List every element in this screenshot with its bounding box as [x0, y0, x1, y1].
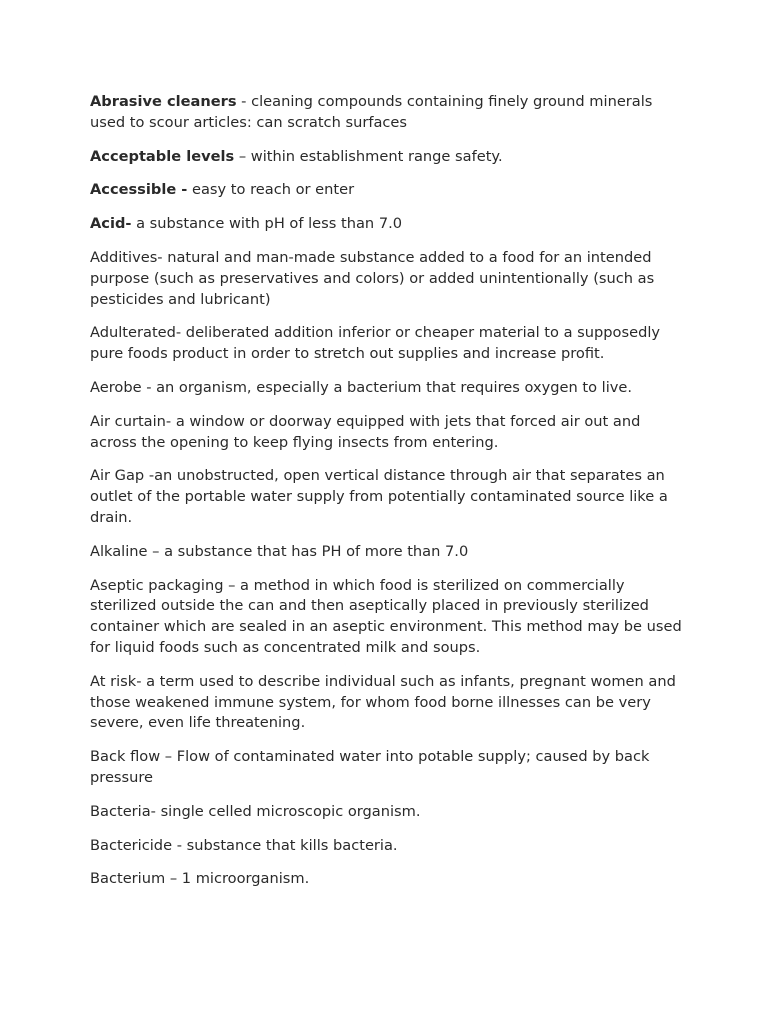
- entry-text: Back flow – Flow of contaminated water into potable supply; caused by back pressure: [90, 748, 650, 786]
- entry-term: Abrasive cleaners: [90, 93, 237, 110]
- entry-text: Bactericide - substance that kills bacteria.: [90, 836, 398, 854]
- entry-definition: easy to reach or enter: [187, 181, 355, 199]
- entry-text: Aerobe - an organism, especially a bacterium that requires oxygen to live.: [90, 378, 633, 396]
- glossary-entry: [90, 466, 690, 528]
- entry-definition: – within establishment range safety.: [234, 147, 503, 165]
- glossary-entry: [90, 180, 690, 201]
- glossary-entry: [90, 869, 690, 890]
- glossary-entry: [90, 542, 690, 563]
- glossary-entry: [90, 92, 690, 134]
- entry-text: Bacteria- single celled microscopic organism.: [90, 802, 421, 820]
- entry-text: Bacterium – 1 microorganism.: [90, 870, 310, 888]
- entry-definition: - cleaning compounds containing finely ground minerals used to scour articles: can scratch surfaces: [90, 93, 653, 131]
- entry-text: Adulterated- deliberated addition inferior or cheaper material to a supposedly pure foods product in order to stretch out supplies and increase profit.: [90, 324, 661, 363]
- glossary-entry: [90, 576, 690, 659]
- entry-text: Air curtain- a window or doorway equipped with jets that forced air out and across the opening to keep flying insects from entering.: [90, 412, 641, 451]
- glossary-entry: [90, 323, 690, 365]
- entry-text: Aseptic packaging – a method in which food is sterilized on commercially sterilized outside the can and then aseptically placed in previously sterilized container which are sealed in an aseptic environment. This method may be used for liquid foods such as concentrated milk and soups.: [90, 576, 682, 656]
- glossary-entry: [90, 672, 690, 734]
- glossary-entry: [90, 802, 690, 823]
- entry-text: Alkaline – a substance that has PH of more than 7.0: [90, 542, 469, 560]
- glossary-entry: [90, 747, 690, 789]
- entry-text: Additives- natural and man-made substance added to a food for an intended purpose (such as preservatives and colors) or added unintentionally (such as pesticides and lubricant): [90, 248, 655, 308]
- glossary-entry: [90, 836, 690, 857]
- entry-text: Air Gap -an unobstructed, open vertical distance through air that separates an outlet of the portable water supply from potentially contaminated source like a drain.: [90, 467, 668, 526]
- entry-term: Acid-: [90, 215, 132, 233]
- glossary-entry: [90, 412, 690, 454]
- glossary-document: [90, 92, 690, 903]
- glossary-entry: [90, 214, 690, 235]
- glossary-entry: [90, 378, 690, 399]
- glossary-entry: [90, 147, 690, 168]
- entry-definition: a substance with pH of less than 7.0: [131, 215, 403, 233]
- entry-term: Accessible -: [90, 181, 188, 199]
- entry-term: Acceptable levels: [90, 147, 235, 165]
- glossary-entry: [90, 248, 690, 310]
- entry-text: At risk- a term used to describe individual such as infants, pregnant women and those weakened immune system, for whom food borne illnesses can be very severe, even life threatening.: [90, 672, 676, 732]
